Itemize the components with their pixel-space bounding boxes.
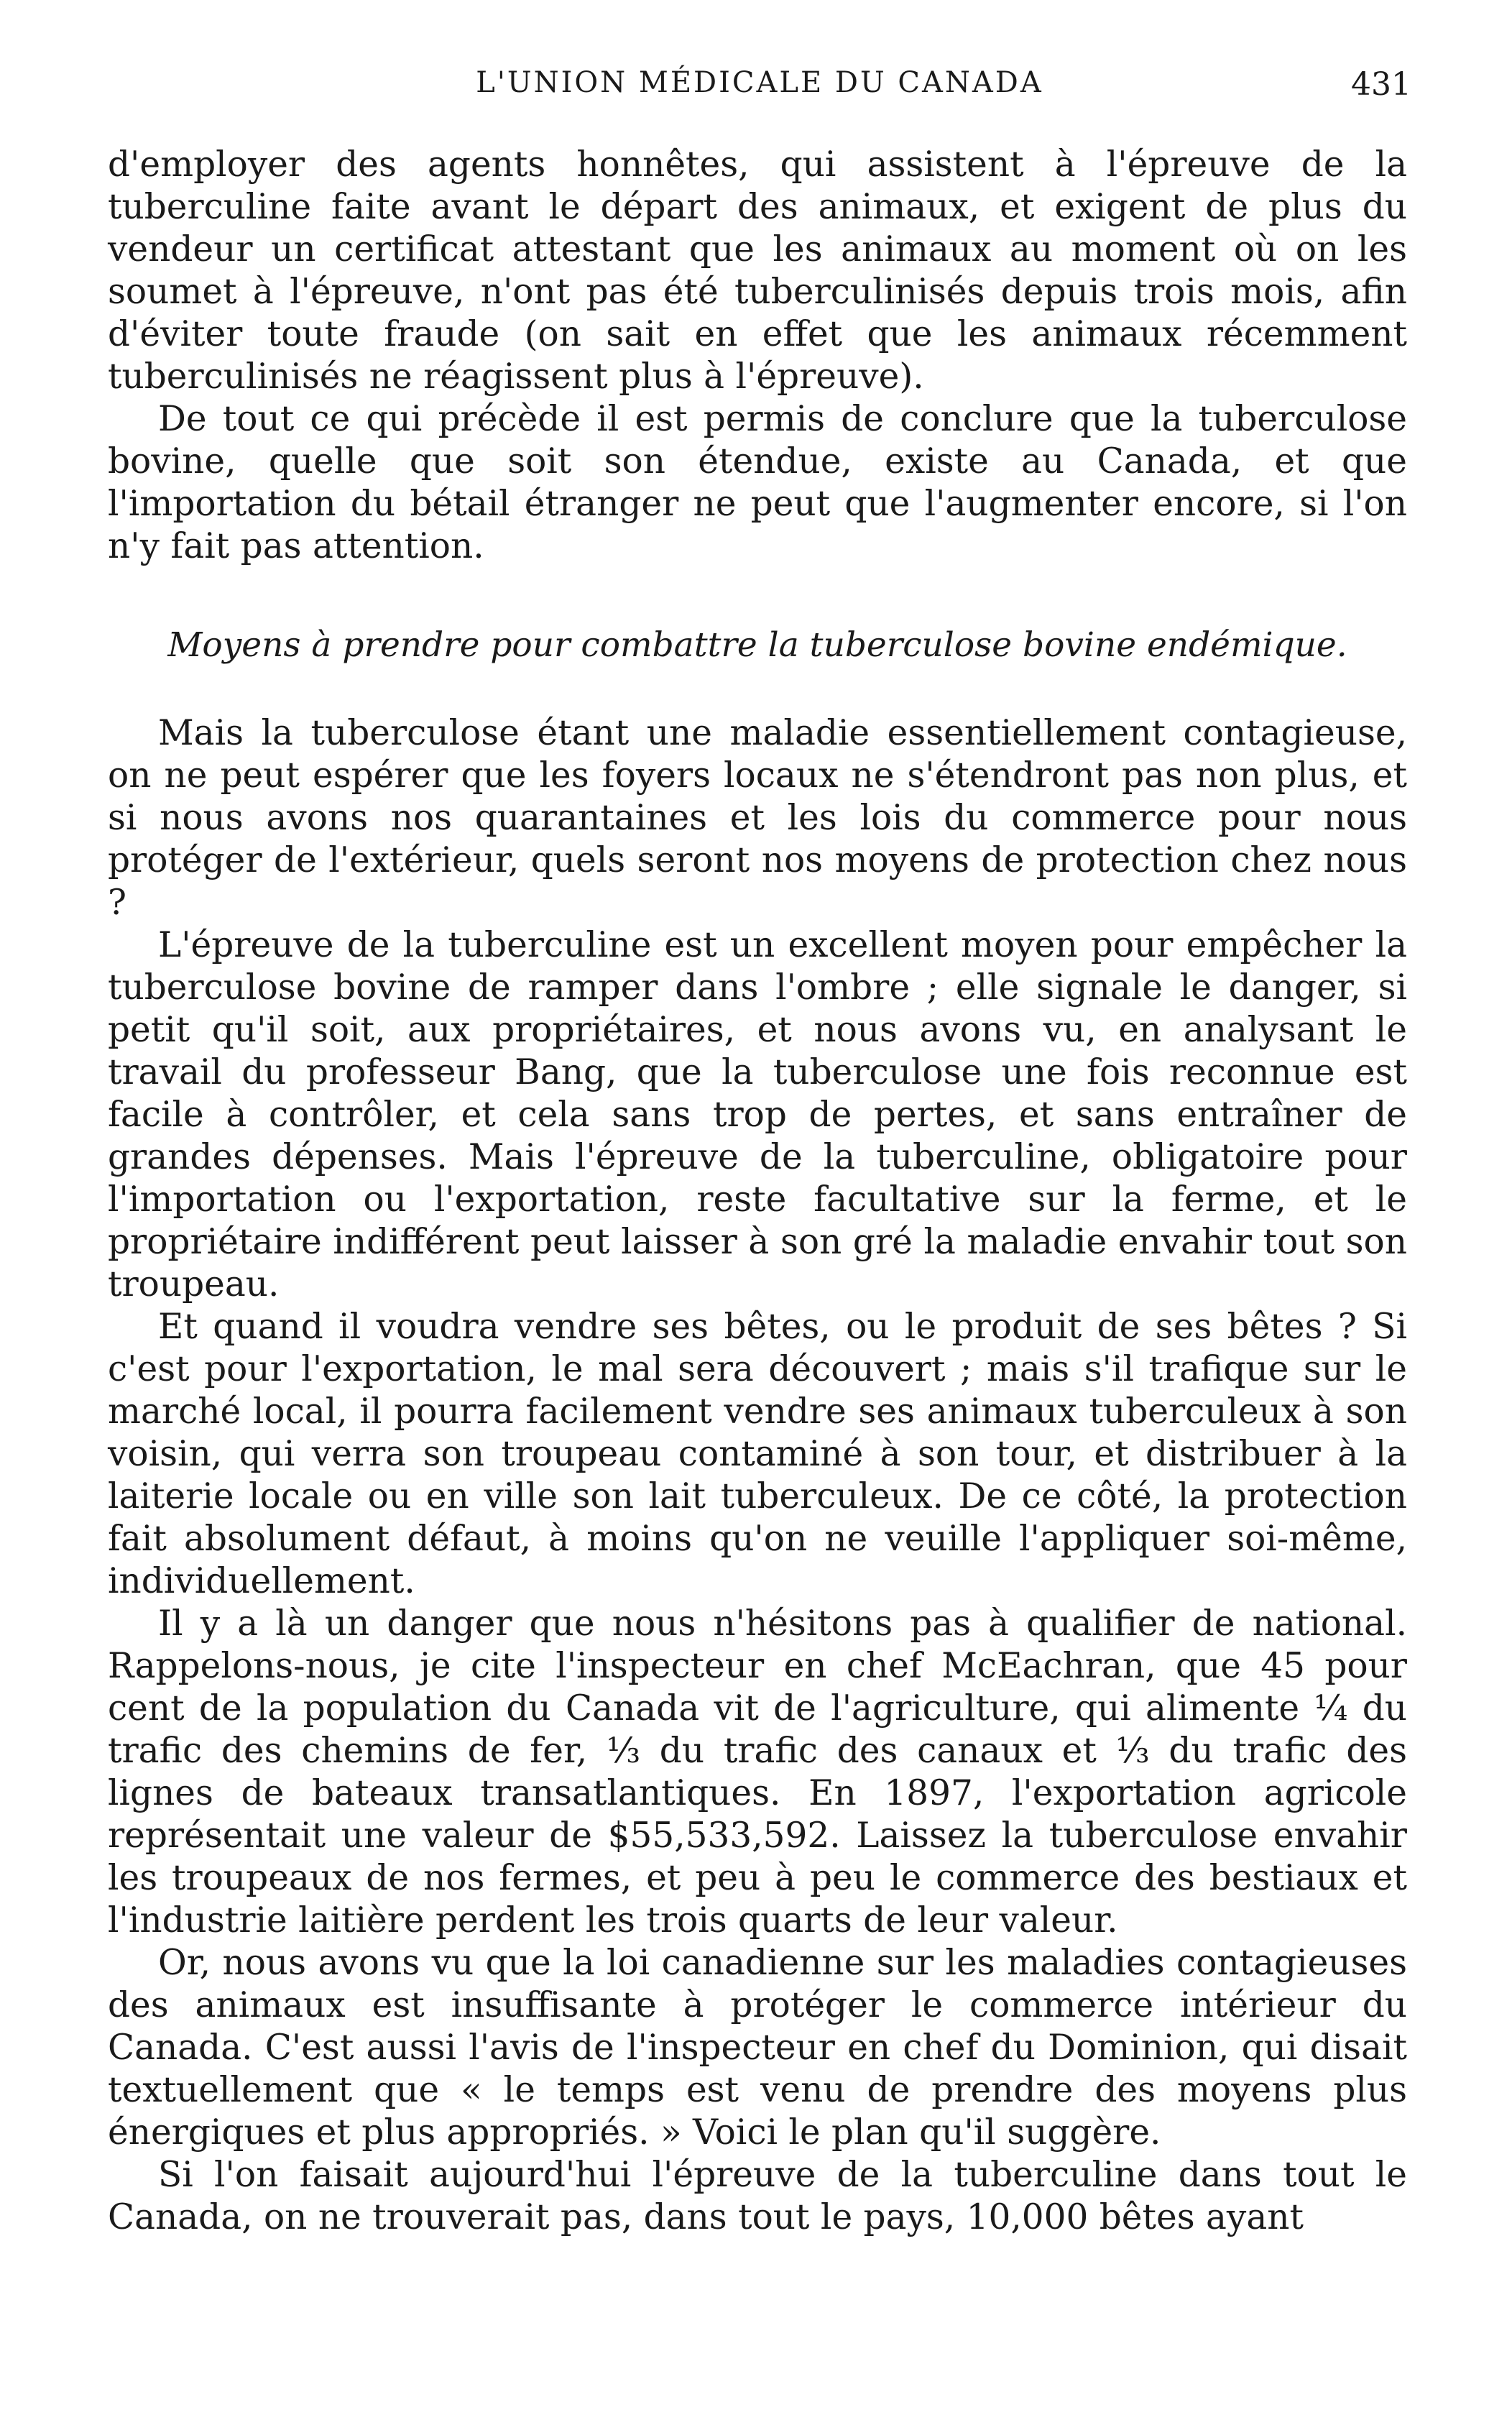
running-title: L'UNION MÉDICALE DU CANADA <box>476 66 1043 99</box>
paragraph-5: Et quand il voudra vendre ses bêtes, ou le produit de ses bêtes ? Si c'est pour l'exportation, le mal sera découvert ; mais s'il trafique sur le marché local, il pourra facilement vendre ses animaux tuberculeux à son voisin, qui verra son troupeau contaminé à son tour, et distribuer à la laiterie locale ou en ville son lait tuberculeux. De ce côté, la protection fait absolument défaut, à moins qu'on ne veuille l'appliquer soi-même, individuellement. <box>108 1307 1407 1601</box>
page-number: 431 <box>1351 66 1411 103</box>
paragraph-3: Mais la tuberculose étant une maladie essentiellement contagieuse, on ne peut espérer que les foyers locaux ne s'étendront pas non plus, et si nous avons nos quarantaines et les lois du commerce pour nous protéger de l'extérieur, quels seront nos moyens de protection chez nous ? <box>108 713 1407 923</box>
paragraph-2: De tout ce qui précède il est permis de conclure que la tuberculose bovine, quelle que soit son étendue, existe au Canada, et que l'importation du bétail étranger ne peut que l'augmenter encore, si l'on n'y fait pas attention. <box>108 399 1407 566</box>
paragraph-1: d'employer des agents honnêtes, qui assistent à l'épreuve de la tuberculine faite avant le départ des animaux, et exigent de plus du vendeur un certificat attestant que les animaux au moment où on les soumet à l'épreuve, n'ont pas été tuberculinisés depuis trois mois, afin d'éviter toute fraude (on sait en effet que les animaux récemment tuberculinisés ne réagissent plus à l'épreuve). <box>108 144 1407 397</box>
paragraph-6: Il y a là un danger que nous n'hésitons pas à qualifier de national. Rappelons-nous, je cite l'inspecteur en chef McEachran, que 45 pour cent de la population du Canada vit de l'agriculture, qui alimente ¼ du trafic des chemins de fer, ⅓ du trafic des canaux et ⅓ du trafic des lignes de bateaux transatlantiques. En 1897, l'exportation agricole représentait une valeur de $55,533,592. Laissez la tuberculose envahir les troupeaux de nos fermes, et peu à peu le commerce des bestiaux et l'industrie laitière perdent les trois quarts de leur valeur. <box>108 1603 1407 1941</box>
section-heading: Moyens à prendre pour combattre la tuberculose bovine endémique. <box>167 625 1347 665</box>
paragraph-4: L'épreuve de la tuberculine est un excellent moyen pour empêcher la tuberculose bovine de ramper dans l'ombre ; elle signale le danger, si petit qu'il soit, aux propriétaires, et nous avons vu, en analysant le travail du professeur Bang, que la tuberculose une fois reconnue est facile à contrôler, et cela sans trop de pertes, et sans entraîner de grandes dépenses. Mais l'épreuve de la tuberculine, obligatoire pour l'importation ou l'exportation, reste facultative sur la ferme, et le propriétaire indifférent peut laisser à son gré la maladie envahir tout son troupeau. <box>108 925 1407 1304</box>
paragraph-8: Si l'on faisait aujourd'hui l'épreuve de la tuberculine dans tout le Canada, on ne trouverait pas, dans tout le pays, 10,000 bêtes ayant <box>108 2155 1407 2237</box>
page-body <box>108 144 1407 2239</box>
page-header <box>108 66 1411 116</box>
paragraph-7: Or, nous avons vu que la loi canadienne sur les maladies contagieuses des animaux est insuffisante à protéger le commerce intérieur du Canada. C'est aussi l'avis de l'inspecteur en chef du Dominion, qui disait textuellement que « le temps est venu de prendre des moyens plus énergiques et plus appropriés. » Voici le plan qu'il suggère. <box>108 1943 1407 2153</box>
